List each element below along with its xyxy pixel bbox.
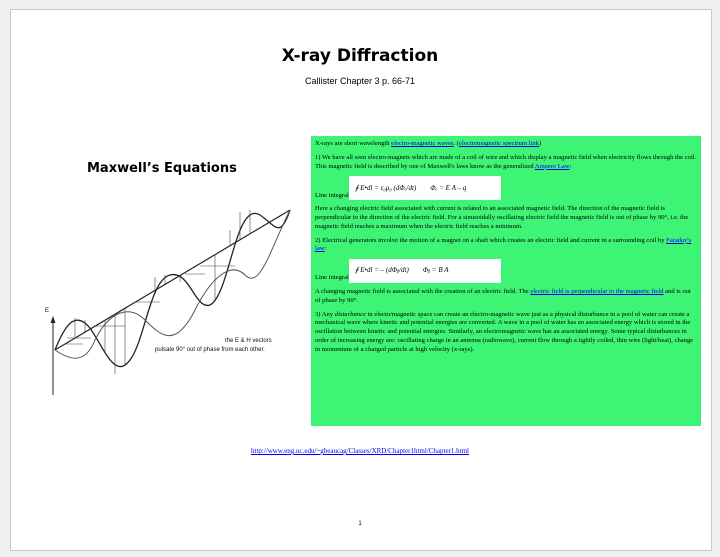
ampere-paragraph: 1) We have all seen electro-magnets which are made of a coil of wire and which display a magnetic field when electricity flows through the coil. This magnetic field is described by one of Maxwell's laws know as the generalized Ampere Law:: [315, 153, 697, 170]
page-number: 1: [358, 521, 362, 527]
faraday-equation-row: [315, 259, 697, 283]
eq2-label: Line integral: [315, 274, 349, 282]
disturbance-paragraph: 3) Any disturbance in electo/magnetic space can create an electro-magnetic wave just as a physical disturbance in a pool of water can create a mechanical wave where kinetic and potential energies are converted. A wave in a pool of water has an associated energy which is stored in the oscillation between kinetic and potential energies. Similarly, an electromagnetic wave has an associated energy. Some typical disturbances in order of increasing energy are: oscillating charge in an antenna (radiowave), current flow through a tightly coiled, thin wire (light/heat), change in momentum of a charged particle at high velocity (x-rays).: [315, 310, 694, 353]
slide-title: X-ray Diffraction: [281, 46, 439, 66]
source-url-link[interactable]: http://www.eng.uc.edu/~gbeaucag/Classes/XRD/Chapter1html/Chapter1.html: [251, 447, 469, 455]
slide-subtitle: Callister Chapter 3 p. 66-71: [304, 76, 416, 86]
e-axis-label: E: [45, 308, 50, 314]
em-waves-link[interactable]: electro-magnetic waves: [391, 140, 454, 147]
magnetic-field-paragraph: A changing magnetic field is associated with the creation of an electric field. The electric field is perpendicular to the magnetic field and is out of phase by 90°.: [315, 288, 691, 304]
eq1-label: Line integral: [315, 191, 349, 199]
h-wave: [55, 210, 290, 358]
text-panel: [311, 136, 701, 426]
section-heading: Maxwell’s Equations: [87, 161, 237, 176]
field-direction-paragraph: Here a changing electric field associated with current is related to an associated magnetic field. The direction of the magnetic field is perpendicular to the direction of the electric field. For a sinusoidally oscillating electric field the magnetic field is out of phase by 90°, i.e. the magnetic field reaches a maximum when the electric field reaches a minimum.: [315, 205, 689, 230]
perpendicular-field-link[interactable]: electric field is perpendicular to the magnetic field: [530, 288, 664, 296]
em-wave-figure: [35, 190, 303, 415]
em-spectrum-link[interactable]: electromagnetic spectrum link: [459, 140, 539, 147]
faraday-paragraph: 2) Electrical generators involve the motion of a magnet on a shaft which creates an electric field and current in a surrounding coil by Faraday's law:: [315, 236, 692, 253]
intro-paragraph: X-rays are short wavelength electro-magnetic waves. (electromagnetic spectrum link): [315, 140, 542, 147]
figure-caption-line1: the E & H vectors: [225, 338, 272, 344]
faraday-law-link[interactable]: Faraday's law: [315, 236, 692, 253]
e-axis-arrow: [51, 316, 56, 323]
figure-caption-line2: pulsate 90° out of phase from each other.: [155, 347, 265, 353]
ampere-law-link[interactable]: Ampere Law: [534, 162, 570, 170]
source-url-container: [0, 447, 720, 455]
em-wave-drawing: [35, 190, 303, 415]
ampere-equation: ∮ E•dl = ε₀μ₀ (dΦₑ/dt) Φₑ = E A – q: [349, 176, 501, 200]
ampere-equation-row: [315, 176, 697, 200]
faraday-equation: ∮ E•dl = – (dΦᵦ/dt) Φᵦ = B A: [349, 259, 501, 283]
